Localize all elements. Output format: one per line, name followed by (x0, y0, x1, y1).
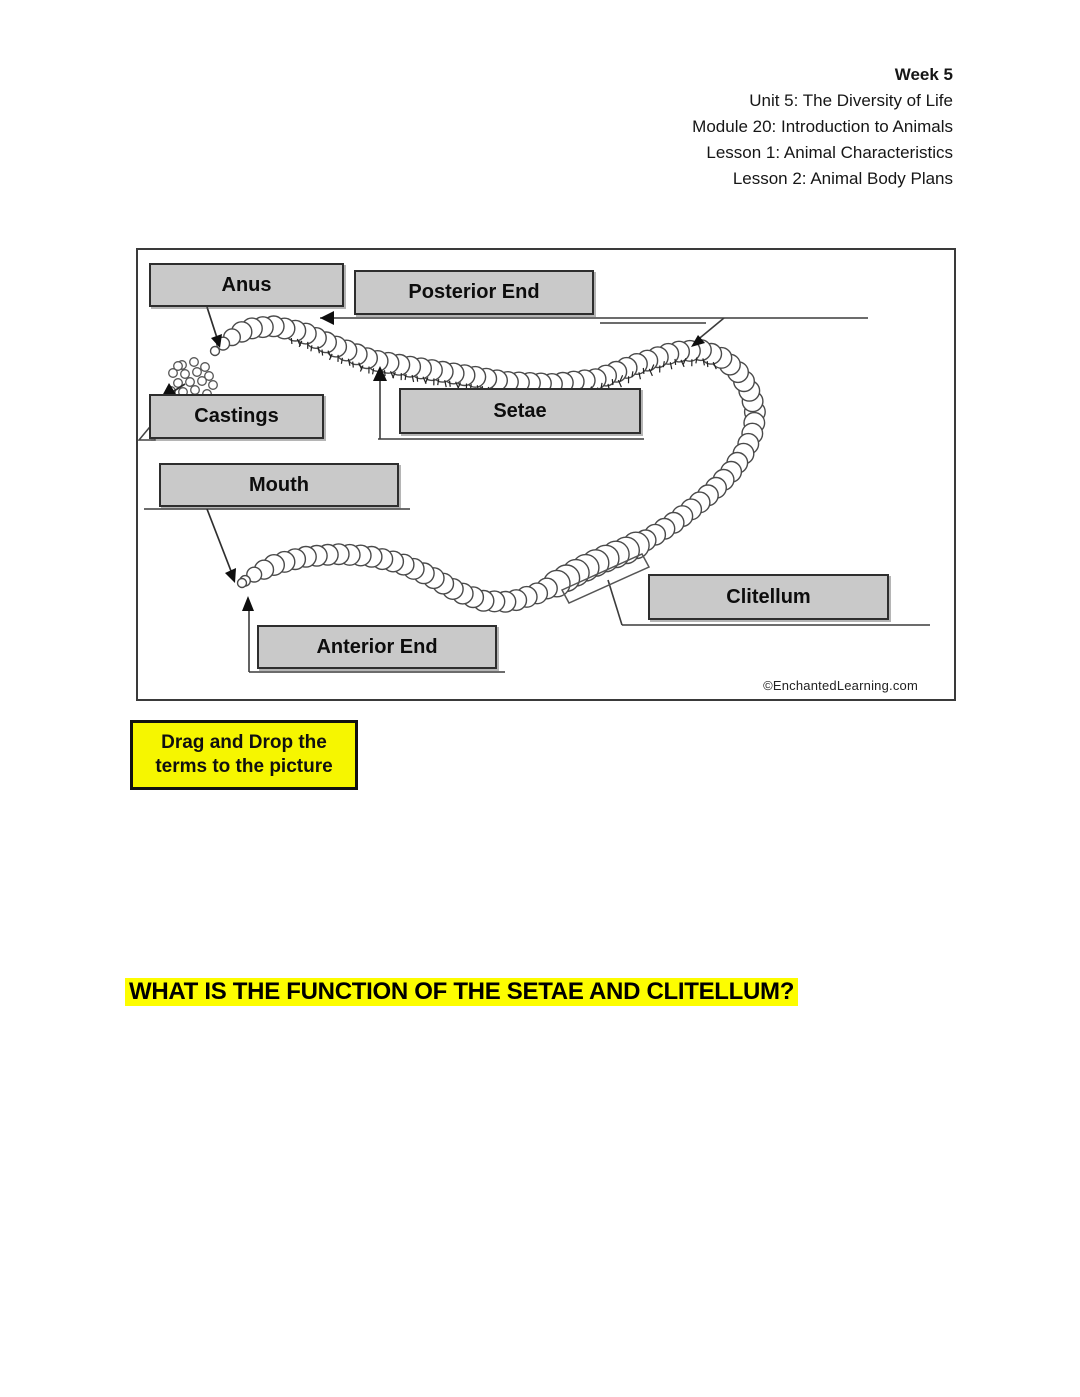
label-mouth[interactable]: Mouth (159, 463, 399, 507)
question-highlight: WHAT IS THE FUNCTION OF THE SETAE AND CLITELLUM? (125, 978, 798, 1006)
label-anus[interactable]: Anus (149, 263, 344, 307)
header-week: Week 5 (894, 65, 953, 84)
anterior-arrow-icon (242, 596, 254, 611)
label-setae[interactable]: Setae (399, 388, 641, 434)
course-header (692, 62, 953, 192)
label-clitellum[interactable]: Clitellum (648, 574, 889, 620)
posterior-left-arrow-icon (320, 311, 334, 325)
header-lesson-2: Lesson 2: Animal Body Plans (732, 169, 953, 188)
label-anterior-end[interactable]: Anterior End (257, 625, 497, 669)
earthworm-diagram-panel (136, 248, 956, 701)
label-castings[interactable]: Castings (149, 394, 324, 439)
instruction-line-1: Drag and Drop the (161, 732, 327, 753)
label-posterior-end[interactable]: Posterior End (354, 270, 594, 315)
drag-drop-instruction (130, 720, 358, 790)
header-unit: Unit 5: The Diversity of Life (749, 91, 953, 110)
instruction-line-2: terms to the picture (155, 756, 333, 777)
header-lesson-1: Lesson 1: Animal Characteristics (706, 143, 953, 162)
image-credit: ©EnchantedLearning.com (763, 678, 918, 693)
header-module: Module 20: Introduction to Animals (692, 117, 953, 136)
